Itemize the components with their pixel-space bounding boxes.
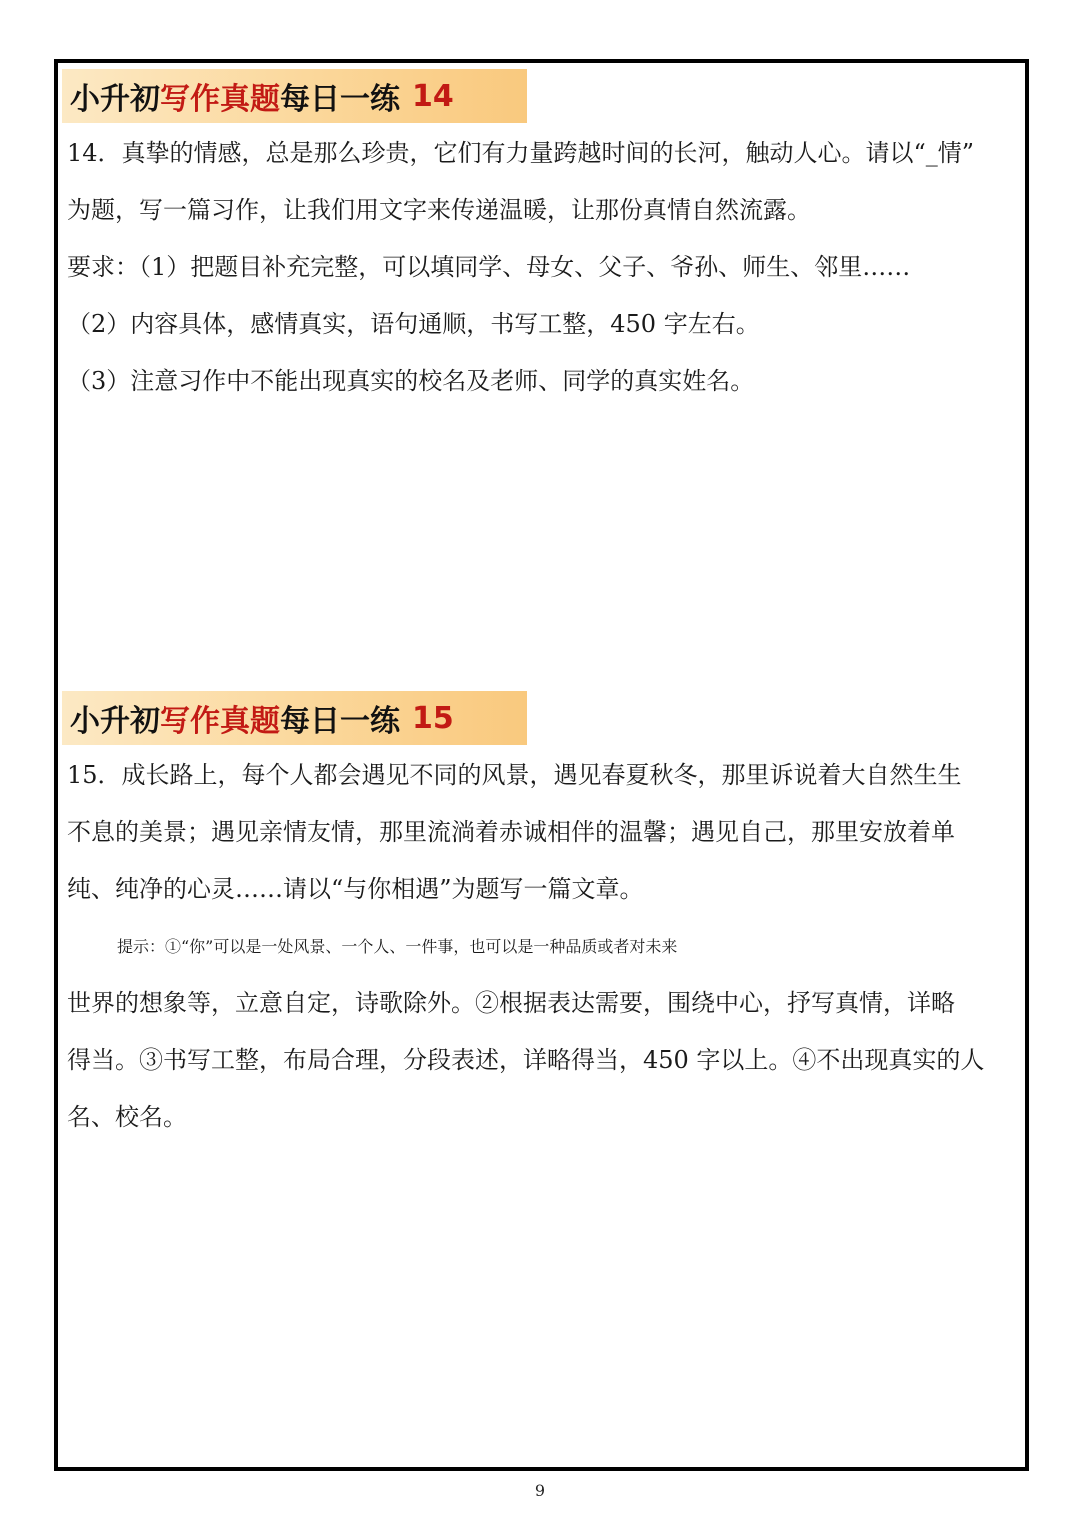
banner-number: 14: [412, 78, 454, 114]
banner-suffix: 每日一练: [280, 82, 400, 117]
prompt-line: 14．真挚的情感，总是那么珍贵，它们有力量跨越时间的长河，触动人心。请以“_情”: [67, 139, 975, 167]
requirement-line: （3）注意习作中不能出现真实的校名及老师、同学的真实姓名。: [67, 367, 755, 395]
requirement-line: 要求：（1）把题目补充完整，可以填同学、母女、父子、爷孙、师生、邻里……: [67, 253, 911, 281]
banner-prefix: 小升初: [70, 82, 160, 117]
hint-line: 得当。③书写工整，布局合理，分段表述，详略得当，450 字以上。④不出现真实的人: [67, 1046, 985, 1074]
hint-line: 提示：①“你”可以是一处风景、一个人、一件事，也可以是一种品质或者对未来: [117, 937, 678, 956]
hint-line: 世界的想象等，立意自定，诗歌除外。②根据表达需要，围绕中心，抒写真情，详略: [67, 989, 955, 1017]
exercise-15-prompt: [58, 747, 1025, 1146]
banner-highlight: 写作真题: [160, 82, 280, 117]
page-number: 9: [534, 1481, 546, 1500]
exercise-15-title-banner: [62, 691, 527, 745]
prompt-line: 15．成长路上，每个人都会遇见不同的风景，遇见春夏秋冬，那里诉说着大自然生生: [67, 761, 962, 789]
exercise-14-title-banner: [62, 69, 527, 123]
requirement-line: （2）内容具体，感情真实，语句通顺，书写工整，450 字左右。: [67, 310, 760, 338]
exercise-15-section: [58, 691, 1025, 1146]
page-border-frame: [54, 59, 1029, 1471]
exercise-14-section: [58, 69, 1025, 410]
prompt-line: 为题，写一篇习作，让我们用文字来传递温暖，让那份真情自然流露。: [67, 196, 811, 224]
banner-number: 15: [412, 700, 454, 736]
banner-highlight: 写作真题: [160, 704, 280, 739]
prompt-line: 纯、纯净的心灵……请以“与你相遇”为题写一篇文章。: [67, 875, 644, 903]
banner-prefix: 小升初: [70, 704, 160, 739]
exercise-14-prompt: [58, 125, 1025, 410]
prompt-line: 不息的美景；遇见亲情友情，那里流淌着赤诚相伴的温馨；遇见自己，那里安放着单: [67, 818, 955, 846]
hint-line: 名、校名。: [67, 1103, 187, 1131]
banner-suffix: 每日一练: [280, 704, 400, 739]
